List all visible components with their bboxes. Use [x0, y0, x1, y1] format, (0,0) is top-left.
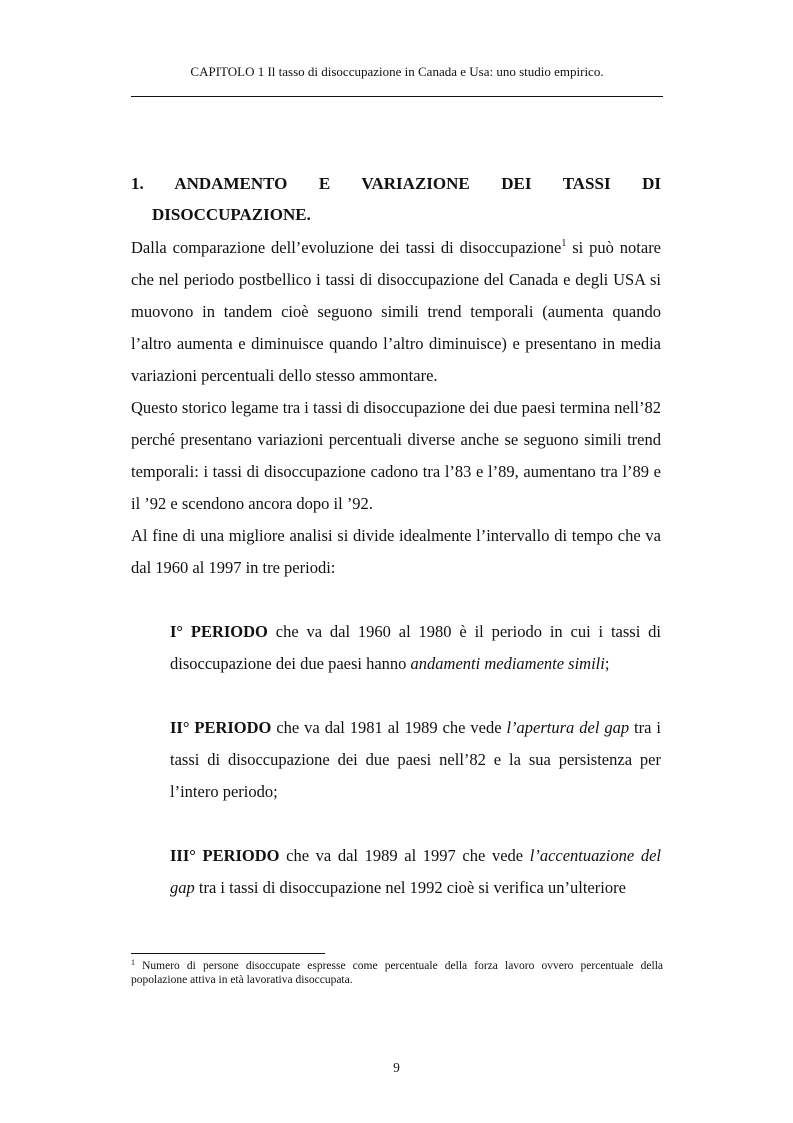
- period-text-end: tra i tassi di disoccupazione nel 1992 cioè si verifica un’ulteriore: [194, 877, 626, 897]
- period-text: che va dal 1981 al 1989 che vede: [271, 718, 507, 737]
- period-item-3: [170, 840, 661, 904]
- period-item-2: [170, 712, 661, 808]
- footnote-divider: [131, 953, 325, 954]
- period-text-end: tra i tassi di disoccupazione dei due paesi nell’82 e la sua persistenza per l’intero periodo;: [170, 718, 661, 801]
- header-divider: [131, 96, 663, 97]
- footnote-reference: 1: [561, 238, 567, 249]
- page-number: 9: [393, 1060, 400, 1075]
- footnote-text: Numero di persone disoccupate espresse come percentuale della forza lavoro ovvero percentuale della popolazione attiva in età lavorativa disoccupata.: [131, 960, 663, 986]
- period-text: che va dal 1989 al 1997 che vede: [279, 846, 530, 865]
- period-label: I° PERIODO: [170, 622, 268, 641]
- footnote-marker: 1: [131, 958, 135, 967]
- period-label: II° PERIODO: [170, 718, 272, 737]
- period-text: che va dal 1960 al 1980 è il periodo in cui i tassi di disoccupazione dei due paesi hanno: [170, 622, 661, 673]
- footnote: [131, 960, 663, 987]
- running-header: CAPITOLO 1 Il tasso di disoccupazione in Canada e Usa: uno studio empirico.: [190, 64, 604, 79]
- paragraph-intro-text: Dalla comparazione dell’evoluzione dei tassi di disoccupazione: [131, 238, 562, 257]
- period-text-end: ;: [604, 653, 610, 673]
- period-emphasis: l’apertura del gap: [506, 718, 630, 737]
- paragraph-periods-intro: Al fine di una migliore analisi si divide idealmente l’intervallo di tempo che va dal 1960 al 1997 in tre periodi:: [131, 526, 661, 577]
- paragraph-historical-link: Questo storico legame tra i tassi di disoccupazione dei due paesi termina nell’82 perché presentano variazioni percentuali diverse anche se seguono simili trend temporali: i tassi di disoccupazione cadono tra l’83 e l’89, aumentano tra l’89 e il ’92 e scendono ancora dopo il ’92.: [131, 398, 661, 513]
- period-emphasis: l’accentuazione del gap: [170, 846, 661, 897]
- period-item-1: [170, 616, 661, 680]
- period-label: III° PERIODO: [170, 846, 280, 865]
- section-heading-continued: DISOCCUPAZIONE.: [152, 205, 311, 224]
- period-emphasis: andamenti mediamente simili: [410, 653, 605, 673]
- section-heading: 1. ANDAMENTO E VARIAZIONE DEI TASSI DI: [131, 174, 661, 193]
- paragraph-intro-text-continued: si può notare che nel periodo postbellico i tassi di disoccupazione del Canada e degli USA si muovono in tandem cioè seguono simili trend temporali (aumenta quando l’altro aumenta e diminuisce quando l’altro diminuisce) e presentano in media variazioni percentuali dello stesso ammontare.: [131, 238, 662, 385]
- paragraph-intro: [131, 232, 661, 392]
